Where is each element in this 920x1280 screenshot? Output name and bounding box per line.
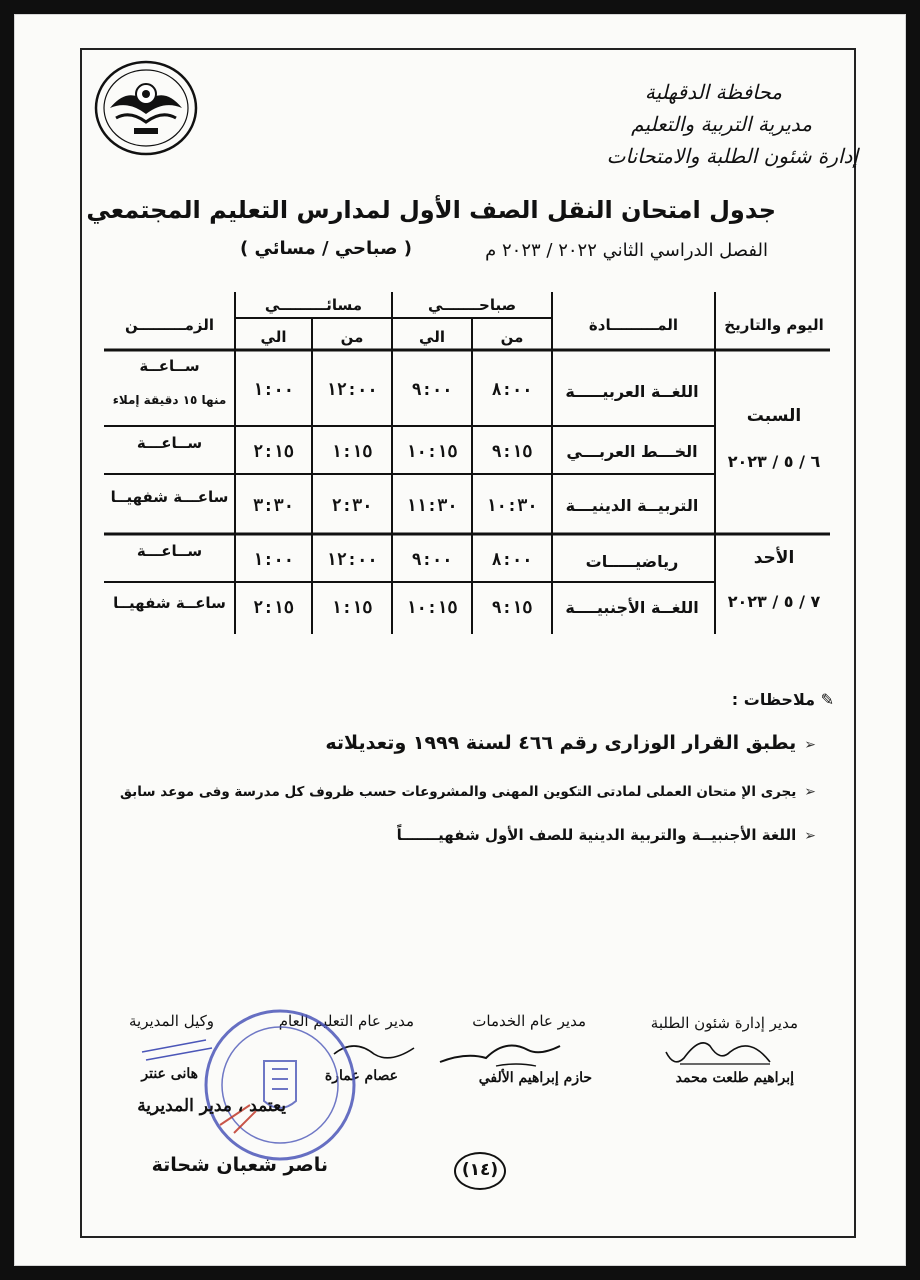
evening-from-cell: ١:١٥ <box>331 598 373 618</box>
morning-from-cell: ١٠:٣٠ <box>486 496 538 516</box>
signatory-name: هانى عنتر <box>141 1066 198 1082</box>
notes-heading <box>732 690 834 709</box>
evening-from-cell: ١٢:٠٠ <box>326 550 378 570</box>
note-item <box>120 784 816 800</box>
duration-cell: ســاعـــة <box>136 542 203 560</box>
evening-to-cell: ٣:٣٠ <box>253 496 294 516</box>
note-item <box>397 826 816 844</box>
header-subject: المـــــــــادة <box>588 316 679 334</box>
subject-cell: اللغــة العربيـــــة <box>565 382 699 401</box>
morning-from-cell: ٩:١٥ <box>491 442 533 462</box>
day-saturday: السبت <box>746 406 802 426</box>
approver-name: ناصر شعبان شحاتة <box>151 1154 328 1176</box>
signatory-title: مدير إدارة شئون الطلبة <box>650 1014 798 1032</box>
signature-mark <box>436 1032 566 1072</box>
signatory-name: عصام عمارة <box>324 1068 398 1084</box>
directorate-line: مديرية التربية والتعليم <box>631 112 812 136</box>
header-day-date: اليوم والتاريخ <box>724 316 824 334</box>
header-evening-from: من <box>340 328 364 346</box>
header-evening-to: الي <box>260 328 287 346</box>
subject-cell: اللغــة الأجنبيــــة <box>565 598 699 617</box>
morning-to-cell: ١٠:١٥ <box>406 442 458 462</box>
evening-from-cell: ١:١٥ <box>331 442 373 462</box>
signatory-name: حازم إبراهيم الألفي <box>478 1070 592 1086</box>
signatory-title: مدير عام التعليم العام <box>278 1012 414 1030</box>
semester-line: الفصل الدراسي الثاني ٢٠٢٢ / ٢٠٢٣ م <box>485 240 768 261</box>
governorate-line: محافظة الدقهلية <box>644 80 782 104</box>
evening-to-cell: ٢:١٥ <box>253 442 294 462</box>
session-line: ( صباحي / مسائي ) <box>240 238 412 259</box>
morning-to-cell: ١١:٣٠ <box>406 496 458 516</box>
pen-icon: ✎ <box>820 690 834 709</box>
evening-from-cell: ١٢:٠٠ <box>326 380 378 400</box>
signatory-name: إبراهيم طلعت محمد <box>675 1070 794 1086</box>
day-sunday: الأحد <box>753 548 795 568</box>
evening-to-cell: ٢:١٥ <box>253 598 294 618</box>
header-morning-to: الي <box>419 328 445 346</box>
note-text: اللغة الأجنبيــة والتربية الدينية للصف الأول شفهيـــــــاً <box>396 826 797 844</box>
header-morning-from: من <box>500 328 524 346</box>
header-evening: مسائـــــــــي <box>264 296 363 314</box>
duration-cell: ساعــة شفهيــا <box>113 594 226 612</box>
evening-to-cell: ١:٠٠ <box>253 550 294 570</box>
approval-label: يعتمد ، مدير المديرية <box>137 1096 286 1116</box>
header-duration: الزمـــــــــن <box>124 316 215 334</box>
bullet-icon: ➢ <box>804 828 816 844</box>
morning-from-cell: ٨:٠٠ <box>491 380 533 400</box>
subject-cell: رياضيـــــات <box>585 552 679 571</box>
morning-to-cell: ١٠:١٥ <box>406 598 458 618</box>
signature-mark <box>660 1032 780 1072</box>
bullet-icon: ➢ <box>804 784 816 800</box>
signatory-title: مدير عام الخدمات <box>472 1012 586 1030</box>
evening-to-cell: ١:٠٠ <box>253 380 294 400</box>
directorate-logo <box>94 56 198 160</box>
note-item <box>325 732 816 754</box>
morning-to-cell: ٩:٠٠ <box>411 550 453 570</box>
header-morning: صباحـــــــي <box>427 296 517 314</box>
subject-cell: التربيــة الدينيـــة <box>565 496 699 515</box>
subject-cell: الخـــط العربـــي <box>566 442 698 461</box>
page-number: (١٤) <box>454 1152 506 1190</box>
morning-to-cell: ٩:٠٠ <box>411 380 453 400</box>
duration-note: منها ١٥ دقيقة إملاء <box>112 393 227 407</box>
note-text: يطبق القرار الوزارى رقم ٤٦٦ لسنة ١٩٩٩ وتعديلاته <box>325 732 797 754</box>
date-saturday: ٦ / ٥ / ٢٠٢٣ <box>727 452 821 471</box>
notes-heading-label: ملاحظات : <box>731 690 816 709</box>
morning-from-cell: ٩:١٥ <box>491 598 533 618</box>
duration-cell: ساعـــة شفهيــا <box>110 488 229 506</box>
evening-from-cell: ٢:٣٠ <box>331 496 373 516</box>
date-sunday: ٧ / ٥ / ٢٠٢٣ <box>727 592 821 611</box>
morning-from-cell: ٨:٠٠ <box>491 550 533 570</box>
duration-cell: ســاعــة <box>139 357 200 375</box>
official-stamp <box>180 1005 380 1165</box>
duration-cell: ســاعـــة <box>136 434 203 452</box>
bullet-icon: ➢ <box>804 737 816 753</box>
document-title: جدول امتحان النقل الصف الأول لمدارس التعليم المجتمعي <box>86 196 776 224</box>
department-line: إدارة شئون الطلبة والامتحانات <box>606 144 858 168</box>
note-text: يجرى الإ متحان العملى لمادتى التكوين المهنى والمشروعات حسب ظروف كل مدرسة وفى موعد سابق <box>120 784 797 800</box>
signatory-title: وكيل المديرية <box>129 1012 214 1030</box>
